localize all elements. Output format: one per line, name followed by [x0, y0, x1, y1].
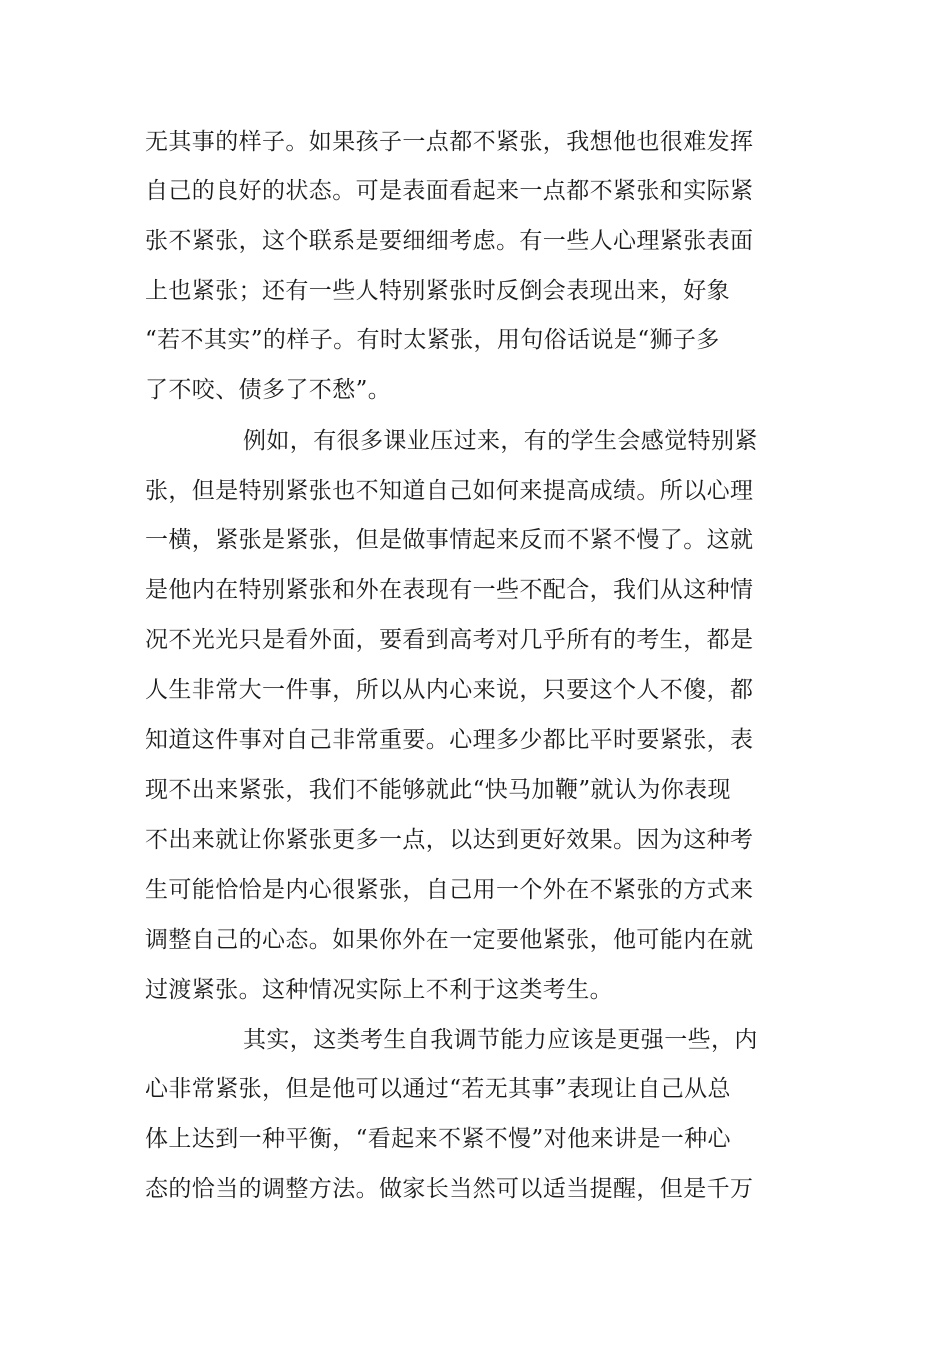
text-line: 不出来就让你紧张更多一点，以达到更好效果。因为这种考: [145, 827, 754, 853]
paragraph-first-line: 例如，有很多课业压过来，有的学生会感觉特别紧: [243, 428, 758, 454]
text-line: 心非常紧张，但是他可以通过“若无其事”表现让自己从总: [145, 1076, 731, 1102]
text-line: 是他内在特别紧张和外在表现有一些不配合，我们从这种情: [145, 577, 754, 603]
text-line: 无其事的样子。如果孩子一点都不紧张，我想他也很难发挥: [145, 129, 754, 155]
paragraph-first-line: 其实，这类考生自我调节能力应该是更强一些，内: [243, 1027, 758, 1053]
text-line: 生可能恰恰是内心很紧张，自己用一个外在不紧张的方式来: [145, 877, 754, 903]
text-line: 态的恰当的调整方法。做家长当然可以适当提醒，但是千万: [145, 1176, 754, 1202]
text-line: 调整自己的心态。如果你外在一定要他紧张，他可能内在就: [145, 927, 754, 953]
text-line: 了不咬、债多了不愁”。: [145, 377, 392, 403]
text-line: 自己的良好的状态。可是表面看起来一点都不紧张和实际紧: [145, 178, 754, 204]
text-line: 上也紧张；还有一些人特别紧张时反倒会表现出来，好象: [145, 278, 730, 304]
text-line: 况不光光只是看外面，要看到高考对几乎所有的考生，都是: [145, 627, 754, 653]
text-line: 知道这件事对自己非常重要。心理多少都比平时要紧张，表: [145, 727, 754, 753]
text-line: 一横，紧张是紧张，但是做事情起来反而不紧不慢了。这就: [145, 527, 754, 553]
text-line: 张，但是特别紧张也不知道自己如何来提高成绩。所以心理: [145, 478, 754, 504]
text-line: 过渡紧张。这种情况实际上不利于这类考生。: [145, 977, 613, 1003]
text-line: “若不其实”的样子。有时太紧张，用句俗话说是“狮子多: [145, 327, 720, 353]
text-line: 体上达到一种平衡，“看起来不紧不慢”对他来讲是一种心: [145, 1126, 731, 1152]
text-line: 张不紧张，这个联系是要细细考虑。有一些人心理紧张表面: [145, 228, 754, 254]
text-line: 现不出来紧张，我们不能够就此“快马加鞭”就认为你表现: [145, 777, 731, 803]
text-line: 人生非常大一件事，所以从内心来说，只要这个人不傻，都: [145, 677, 754, 703]
